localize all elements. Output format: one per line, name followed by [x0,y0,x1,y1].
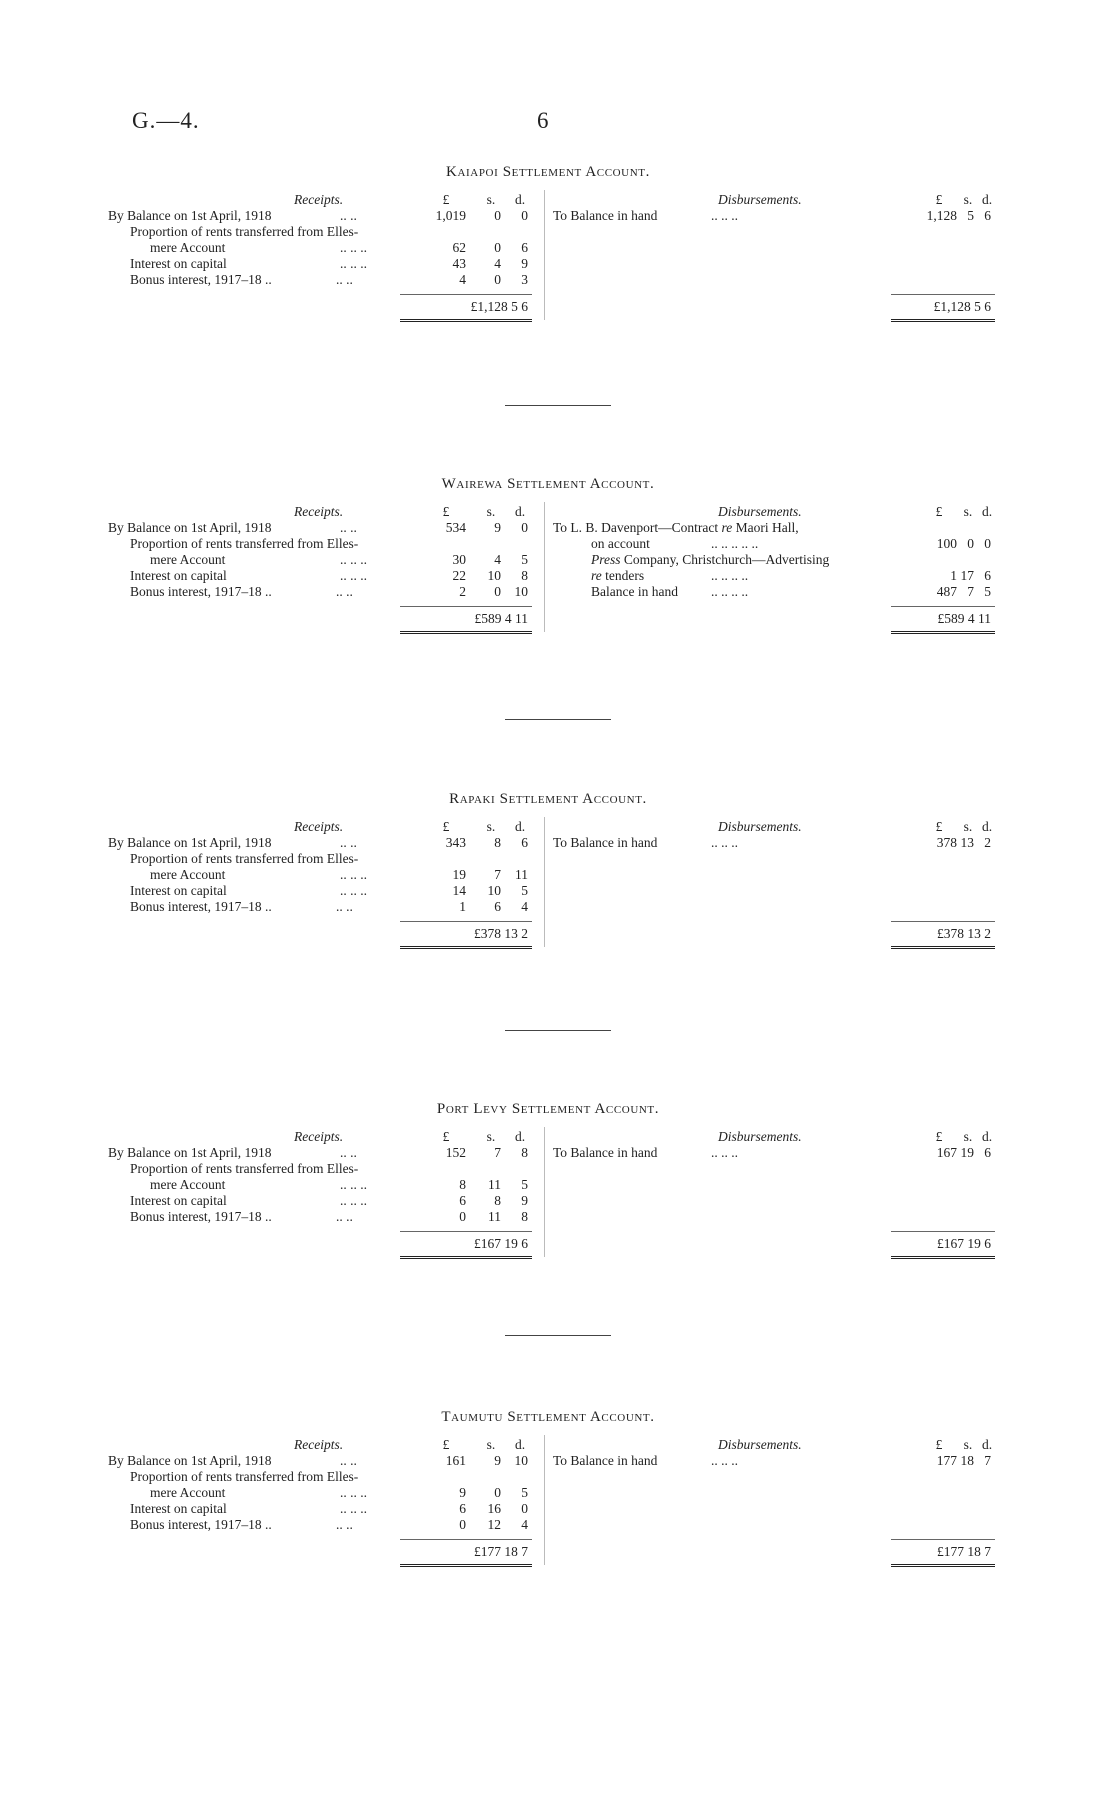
receipt-item: Bonus interest, 1917–18 .. [130,899,272,914]
pence-heading: d. [981,1437,993,1452]
leader-dots: .. .. [336,899,353,914]
amount-shillings: 11 [488,1209,501,1224]
amount-shillings: 17 [960,568,974,583]
receipt-item: Interest on capital [130,568,227,583]
amount-shillings: 7 [967,584,974,599]
amount-pounds: 1 [950,568,957,583]
leader-dots: .. .. .. [340,1501,367,1516]
disbursements-heading: Disbursements. [718,1129,802,1144]
amount-shillings: 7 [494,867,501,882]
disbursements-total: £378 13 2 [937,926,991,941]
column-divider [544,502,545,632]
shillings-heading: s. [963,819,973,834]
receipts-heading: Receipts. [294,1129,344,1144]
pounds-heading: £ [935,819,943,834]
sum-line [400,921,532,922]
leader-dots: .. .. [336,1209,353,1224]
double-rule [400,1564,532,1569]
receipt-row [108,536,544,552]
column-divider [544,190,545,320]
leader-dots: .. .. [336,584,353,599]
pounds-heading: £ [442,1129,450,1144]
disbursement-item: To L. B. Davenport—Contract re Maori Hall, [553,520,799,535]
receipt-row [108,1517,544,1533]
receipt-item: By Balance on 1st April, 1918 [108,208,272,223]
amount-shillings: 0 [967,536,974,551]
receipt-row [108,1145,544,1161]
pence-heading: d. [514,192,526,207]
leader-dots: .. .. .. [340,1193,367,1208]
receipt-row [108,208,544,224]
disbursement-row [553,520,998,536]
disbursement-row [553,552,998,568]
shillings-heading: s. [486,1129,496,1144]
section-title: Kaiapoi Settlement Account. [446,164,650,180]
amount-pence: 6 [984,1145,991,1160]
amount-pounds: 4 [459,272,466,287]
receipt-item: Bonus interest, 1917–18 .. [130,1209,272,1224]
amount-shillings: 11 [488,1177,501,1192]
amount-pence: 5 [521,1485,528,1500]
amount-shillings: 10 [487,883,501,898]
amount-pounds: 8 [459,1177,466,1192]
amount-pounds: 6 [459,1193,466,1208]
amount-shillings: 4 [494,256,501,271]
leader-dots: .. .. [340,835,357,850]
leader-dots: .. .. [340,1145,357,1160]
amount-pence: 10 [514,584,528,599]
disbursement-item: To Balance in hand [553,1453,658,1468]
amount-pounds: 0 [459,1517,466,1532]
disbursements-heading: Disbursements. [718,819,802,834]
receipt-item: mere Account [150,552,226,567]
disbursement-item: To Balance in hand [553,835,658,850]
amount-pence: 7 [984,1453,991,1468]
double-rule [400,631,532,636]
receipt-row [108,1501,544,1517]
receipt-item: mere Account [150,867,226,882]
receipt-item: mere Account [150,1177,226,1192]
double-rule [400,1256,532,1261]
double-rule [400,946,532,951]
receipt-item: Proportion of rents transferred from Elles- [130,1161,359,1176]
leader-dots: .. .. .. [340,867,367,882]
leader-dots: .. .. [340,208,357,223]
pounds-heading: £ [442,504,450,519]
amount-pence: 6 [521,835,528,850]
receipt-row [108,552,544,568]
receipt-item: By Balance on 1st April, 1918 [108,1453,272,1468]
receipt-row [108,835,544,851]
receipts-heading: Receipts. [294,504,344,519]
disbursement-row [553,208,998,224]
receipts-heading: Receipts. [294,1437,344,1452]
amount-shillings: 12 [487,1517,501,1532]
leader-dots: .. .. [336,272,353,287]
column-divider [544,1127,545,1257]
column-divider [544,1435,545,1565]
amount-pounds: 14 [452,883,466,898]
settlement-account-section [108,1101,993,1301]
pounds-heading: £ [935,1437,943,1452]
pounds-heading: £ [935,504,943,519]
section-rule [505,1335,611,1336]
amount-shillings: 0 [494,584,501,599]
receipt-row [108,240,544,256]
leader-dots: .. .. .. .. [711,584,749,599]
amount-pence: 8 [521,1209,528,1224]
amount-pence: 10 [514,1453,528,1468]
amount-shillings: 0 [494,272,501,287]
pounds-heading: £ [935,1129,943,1144]
disbursement-item: on account [591,536,650,551]
pounds-heading: £ [935,192,943,207]
amount-pounds: 1 [459,899,466,914]
section-rule [505,719,611,720]
amount-pence: 9 [521,256,528,271]
amount-pounds: 487 [936,584,957,599]
receipts-total: £589 4 11 [474,611,528,626]
disbursements-heading: Disbursements. [718,192,802,207]
receipt-item: By Balance on 1st April, 1918 [108,835,272,850]
amount-pence: 5 [521,883,528,898]
amount-shillings: 18 [960,1453,974,1468]
leader-dots: .. .. .. [711,1453,738,1468]
section-title: Rapaki Settlement Account. [449,791,647,807]
amount-pounds: 177 [936,1453,957,1468]
disbursement-row [553,568,998,584]
receipt-row [108,1209,544,1225]
amount-pounds: 167 [936,1145,957,1160]
settlement-account-section [108,791,993,991]
receipt-item: Bonus interest, 1917–18 .. [130,584,272,599]
receipt-item: mere Account [150,1485,226,1500]
disbursement-item: re tenders [591,568,645,583]
amount-pence: 8 [521,1145,528,1160]
amount-pounds: 152 [445,1145,466,1160]
receipt-row [108,272,544,288]
double-rule [891,631,995,636]
pence-heading: d. [514,1129,526,1144]
settlement-account-section [108,476,993,676]
leader-dots: .. .. .. [340,240,367,255]
receipts-heading: Receipts. [294,819,344,834]
amount-pence: 0 [521,208,528,223]
receipt-row [108,1177,544,1193]
pence-heading: d. [981,192,993,207]
amount-pounds: 43 [452,256,466,271]
page-number: 6 [537,108,549,133]
amount-pounds: 6 [459,1501,466,1516]
receipt-item: By Balance on 1st April, 1918 [108,1145,272,1160]
disbursements-heading: Disbursements. [718,1437,802,1452]
amount-shillings: 4 [494,552,501,567]
disbursements-total: £1,128 5 6 [933,299,991,314]
section-title: Port Levy Settlement Account. [436,1101,660,1117]
sum-line [891,1231,995,1232]
amount-pence: 5 [521,552,528,567]
amount-pounds: 62 [452,240,466,255]
receipt-item: Bonus interest, 1917–18 .. [130,1517,272,1532]
amount-shillings: 0 [494,1485,501,1500]
amount-pounds: 30 [452,552,466,567]
amount-pence: 6 [984,208,991,223]
double-rule [891,319,995,324]
amount-pounds: 19 [452,867,466,882]
amount-shillings: 16 [487,1501,501,1516]
amount-pounds: 343 [445,835,466,850]
pence-heading: d. [981,819,993,834]
sum-line [891,1539,995,1540]
pounds-heading: £ [442,1437,450,1452]
receipt-row [108,899,544,915]
receipt-item: Proportion of rents transferred from Elles- [130,224,359,239]
section-title: Taumutu Settlement Account. [441,1409,655,1425]
leader-dots: .. .. [336,1517,353,1532]
receipt-row [108,851,544,867]
settlement-account-section [108,164,993,364]
amount-shillings: 0 [494,240,501,255]
disbursement-item: Balance in hand [591,584,678,599]
leader-dots: .. .. .. [340,568,367,583]
amount-shillings: 7 [494,1145,501,1160]
receipt-row [108,1485,544,1501]
amount-pence: 8 [521,568,528,583]
disbursement-row [553,1453,998,1469]
pence-heading: d. [981,504,993,519]
leader-dots: .. .. .. [711,1145,738,1160]
sum-line [400,1231,532,1232]
leader-dots: .. .. .. [340,1177,367,1192]
receipt-row [108,584,544,600]
amount-pounds: 9 [459,1485,466,1500]
amount-pounds: 100 [936,536,957,551]
double-rule [891,1564,995,1569]
disbursement-row [553,835,998,851]
shillings-heading: s. [963,504,973,519]
receipt-item: By Balance on 1st April, 1918 [108,520,272,535]
section-rule [505,1030,611,1031]
sum-line [400,294,532,295]
shillings-heading: s. [486,192,496,207]
amount-pence: 5 [984,584,991,599]
disbursements-total: £167 19 6 [937,1236,991,1251]
receipt-item: Bonus interest, 1917–18 .. [130,272,272,287]
leader-dots: .. .. .. [340,883,367,898]
receipt-item: mere Account [150,240,226,255]
pence-heading: d. [514,504,526,519]
receipts-total: £167 19 6 [474,1236,528,1251]
pounds-heading: £ [442,819,450,834]
receipts-total: £177 18 7 [474,1544,528,1559]
amount-pence: 5 [521,1177,528,1192]
receipt-row [108,883,544,899]
disbursements-total: £589 4 11 [937,611,991,626]
document-reference: G.—4. [132,108,200,133]
disbursement-row [553,1145,998,1161]
leader-dots: .. .. .. [340,1485,367,1500]
sum-line [891,921,995,922]
leader-dots: .. .. .. [340,256,367,271]
receipt-row [108,520,544,536]
leader-dots: .. .. .. [340,552,367,567]
disbursement-item: Press Company, Christchurch—Advertising [591,552,830,567]
shillings-heading: s. [963,1129,973,1144]
sum-line [400,1539,532,1540]
amount-shillings: 5 [967,208,974,223]
receipt-row [108,1193,544,1209]
sum-line [891,294,995,295]
shillings-heading: s. [486,819,496,834]
receipt-item: Interest on capital [130,883,227,898]
disbursement-row [553,536,998,552]
receipt-row [108,1161,544,1177]
pence-heading: d. [514,819,526,834]
amount-shillings: 19 [960,1145,974,1160]
amount-pounds: 1,128 [926,208,957,223]
receipt-row [108,224,544,240]
section-title: Wairewa Settlement Account. [441,476,655,492]
leader-dots: .. .. .. .. [711,568,749,583]
pounds-heading: £ [442,192,450,207]
shillings-heading: s. [963,192,973,207]
sum-line [400,606,532,607]
amount-pence: 11 [515,867,528,882]
settlement-account-section [108,1409,993,1609]
disbursements-total: £177 18 7 [937,1544,991,1559]
amount-pounds: 22 [452,568,466,583]
amount-pence: 6 [521,240,528,255]
section-rule [505,405,611,406]
pence-heading: d. [981,1129,993,1144]
amount-pence: 4 [521,899,528,914]
page-header [0,108,1114,138]
receipts-total: £378 13 2 [474,926,528,941]
column-divider [544,817,545,947]
receipt-item: Proportion of rents transferred from Elles- [130,851,359,866]
disbursement-item: To Balance in hand [553,1145,658,1160]
double-rule [891,1256,995,1261]
amount-shillings: 6 [494,899,501,914]
amount-pounds: 1,019 [435,208,466,223]
receipts-heading: Receipts. [294,192,344,207]
receipt-item: Interest on capital [130,256,227,271]
shillings-heading: s. [486,504,496,519]
receipt-item: Proportion of rents transferred from Elles- [130,1469,359,1484]
receipt-row [108,256,544,272]
amount-pounds: 378 [936,835,957,850]
leader-dots: .. .. .. [711,835,738,850]
amount-pounds: 0 [459,1209,466,1224]
disbursements-heading: Disbursements. [718,504,802,519]
pence-heading: d. [514,1437,526,1452]
amount-shillings: 9 [494,1453,501,1468]
receipt-row [108,867,544,883]
sum-line [891,606,995,607]
amount-shillings: 13 [960,835,974,850]
receipt-item: Proportion of rents transferred from Elles- [130,536,359,551]
amount-pence: 6 [984,568,991,583]
amount-pence: 0 [521,1501,528,1516]
double-rule [891,946,995,951]
leader-dots: .. .. .. [711,208,738,223]
leader-dots: .. .. [340,1453,357,1468]
amount-shillings: 0 [494,208,501,223]
amount-pence: 0 [984,536,991,551]
receipts-total: £1,128 5 6 [470,299,528,314]
amount-pounds: 2 [459,584,466,599]
receipt-row [108,1453,544,1469]
receipt-row [108,1469,544,1485]
amount-shillings: 8 [494,835,501,850]
amount-shillings: 9 [494,520,501,535]
amount-pence: 9 [521,1193,528,1208]
receipt-item: Interest on capital [130,1501,227,1516]
receipt-row [108,568,544,584]
disbursement-row [553,584,998,600]
amount-pounds: 161 [445,1453,466,1468]
amount-pounds: 534 [445,520,466,535]
leader-dots: .. .. [340,520,357,535]
amount-pence: 2 [984,835,991,850]
double-rule [400,319,532,324]
disbursement-item: To Balance in hand [553,208,658,223]
shillings-heading: s. [486,1437,496,1452]
amount-pence: 3 [521,272,528,287]
leader-dots: .. .. .. .. .. [711,536,759,551]
receipt-item: Interest on capital [130,1193,227,1208]
amount-pence: 0 [521,520,528,535]
shillings-heading: s. [963,1437,973,1452]
amount-shillings: 8 [494,1193,501,1208]
amount-shillings: 10 [487,568,501,583]
amount-pence: 4 [521,1517,528,1532]
